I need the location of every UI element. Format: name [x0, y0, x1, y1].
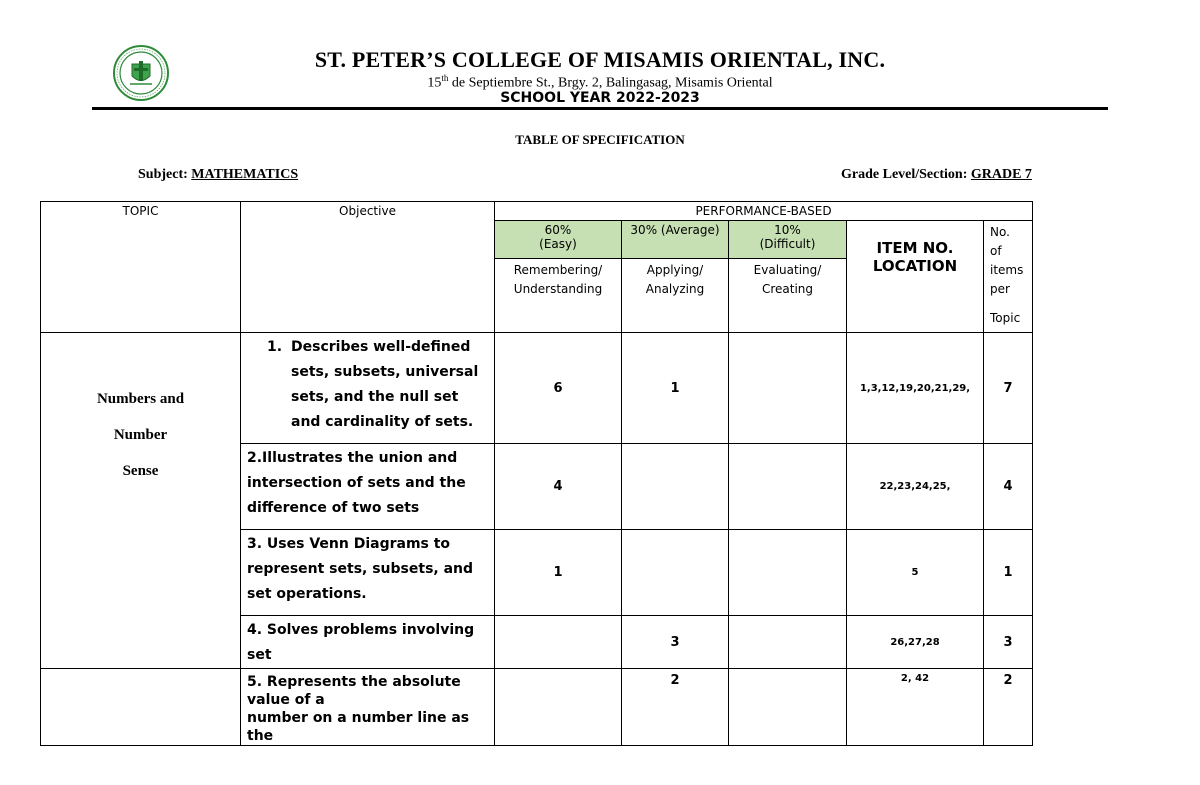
cell-easy: 4 [495, 444, 622, 530]
table-row [41, 669, 1033, 746]
header-topic [41, 202, 241, 333]
objective-4: 4. Solves problems involving set [241, 616, 495, 669]
header-performance-label: PERFORMANCE-BASED [695, 204, 832, 218]
objective-5-line-1: 5. Represents the absolute [247, 674, 461, 690]
header-average [622, 221, 729, 259]
cell-item-location: 5 [847, 530, 984, 616]
cell-difficult [729, 669, 847, 746]
cell-item-location: 2, 42 [847, 669, 984, 746]
cell-item-count: 3 [984, 616, 1033, 669]
header-easy-skill [495, 259, 622, 333]
easy-skill-1: Remembering/ [513, 263, 603, 277]
topic-empty [41, 669, 241, 746]
header-objective [241, 202, 495, 333]
school-year: SCHOOL YEAR 2022-2023 [500, 90, 700, 106]
header-difficult [729, 221, 847, 259]
objective-1-number: 1. [267, 339, 283, 355]
easy-skill-2: Understanding [513, 282, 603, 296]
school-address [0, 73, 1200, 92]
topic-line-3: Sense [122, 463, 159, 479]
cell-item-count: 7 [984, 333, 1033, 444]
diff-skill-2: Creating [761, 282, 814, 296]
cell-difficult [729, 530, 847, 616]
difficult-pct: 10% [774, 223, 801, 237]
header-easy [495, 221, 622, 259]
avg-skill-1: Applying/ [646, 263, 704, 277]
objective-1-text: Describes well-defined [291, 339, 471, 355]
cell-item-location: 1,3,12,19,20,21,29, [847, 333, 984, 444]
subject-label: Subject: [138, 167, 192, 182]
count-label-5: Topic [990, 311, 1021, 325]
cell-average: 1 [622, 333, 729, 444]
header-items-per-topic [984, 221, 1033, 333]
objective-5 [241, 669, 495, 746]
header-objective-label: Objective [339, 204, 396, 218]
count-label-1: No. [990, 225, 1010, 239]
cell-easy [495, 616, 622, 669]
header-item-location [847, 221, 984, 333]
objective-3: 3. Uses Venn Diagrams to represent sets, subsets, and set operations. [241, 530, 495, 616]
cell-easy [495, 669, 622, 746]
cell-item-count: 1 [984, 530, 1033, 616]
cell-easy: 1 [495, 530, 622, 616]
objective-1-rest: sets, subsets, universal sets, and the null set and cardinality of sets. [291, 364, 479, 430]
item-no-label: ITEM NO. [876, 239, 954, 257]
objective-2: 2.Illustrates the union and intersection of sets and the difference of two sets [241, 444, 495, 530]
header-topic-label: TOPIC [122, 204, 159, 218]
diff-skill-1: Evaluating/ [753, 263, 822, 277]
average-label: 30% (Average) [630, 223, 720, 237]
specification-table [40, 201, 1033, 746]
address-ordinal: th [441, 73, 449, 83]
cell-average: 2 [622, 669, 729, 746]
difficult-label: (Difficult) [759, 237, 816, 251]
address-number: 15 [427, 75, 442, 91]
cell-difficult [729, 333, 847, 444]
subject-value: MATHEMATICS [191, 167, 299, 182]
location-label: LOCATION [872, 257, 958, 275]
header-divider [92, 107, 1108, 110]
cell-item-count: 4 [984, 444, 1033, 530]
subject-line [138, 167, 298, 183]
objective-5-line-3: number on a number line as the [247, 710, 470, 744]
objective-5-line-2: value of a [247, 692, 325, 708]
cell-item-count: 2 [984, 669, 1033, 746]
document-title: TABLE OF SPECIFICATION [515, 132, 685, 147]
count-label-4: per [990, 282, 1010, 296]
address-street: de Septiembre St., Brgy. 2, Balingasag, Misamis Oriental [448, 75, 773, 91]
easy-label: (Easy) [539, 237, 577, 251]
count-label-3: items [990, 263, 1024, 277]
count-label-2: of [990, 244, 1002, 258]
cell-average [622, 530, 729, 616]
objective-1 [241, 333, 495, 444]
cell-item-location: 26,27,28 [847, 616, 984, 669]
avg-skill-2: Analyzing [645, 282, 705, 296]
topic-numbers-and-number-sense [41, 333, 241, 669]
cell-item-location: 22,23,24,25, [847, 444, 984, 530]
school-name: ST. PETER’S COLLEGE OF MISAMIS ORIENTAL, INC. [314, 47, 886, 72]
topic-line-2: Number [113, 427, 168, 443]
cell-easy: 6 [495, 333, 622, 444]
header-average-skill [622, 259, 729, 333]
grade-value: GRADE 7 [970, 167, 1032, 182]
cell-average: 3 [622, 616, 729, 669]
topic-line-1: Numbers and [96, 391, 185, 407]
grade-line [841, 167, 1032, 183]
easy-pct: 60% [544, 223, 572, 237]
header-performance [495, 202, 1033, 221]
cell-difficult [729, 444, 847, 530]
grade-label: Grade Level/Section: [841, 167, 971, 182]
table-row [41, 333, 1033, 444]
cell-average [622, 444, 729, 530]
cell-difficult [729, 616, 847, 669]
header-difficult-skill [729, 259, 847, 333]
